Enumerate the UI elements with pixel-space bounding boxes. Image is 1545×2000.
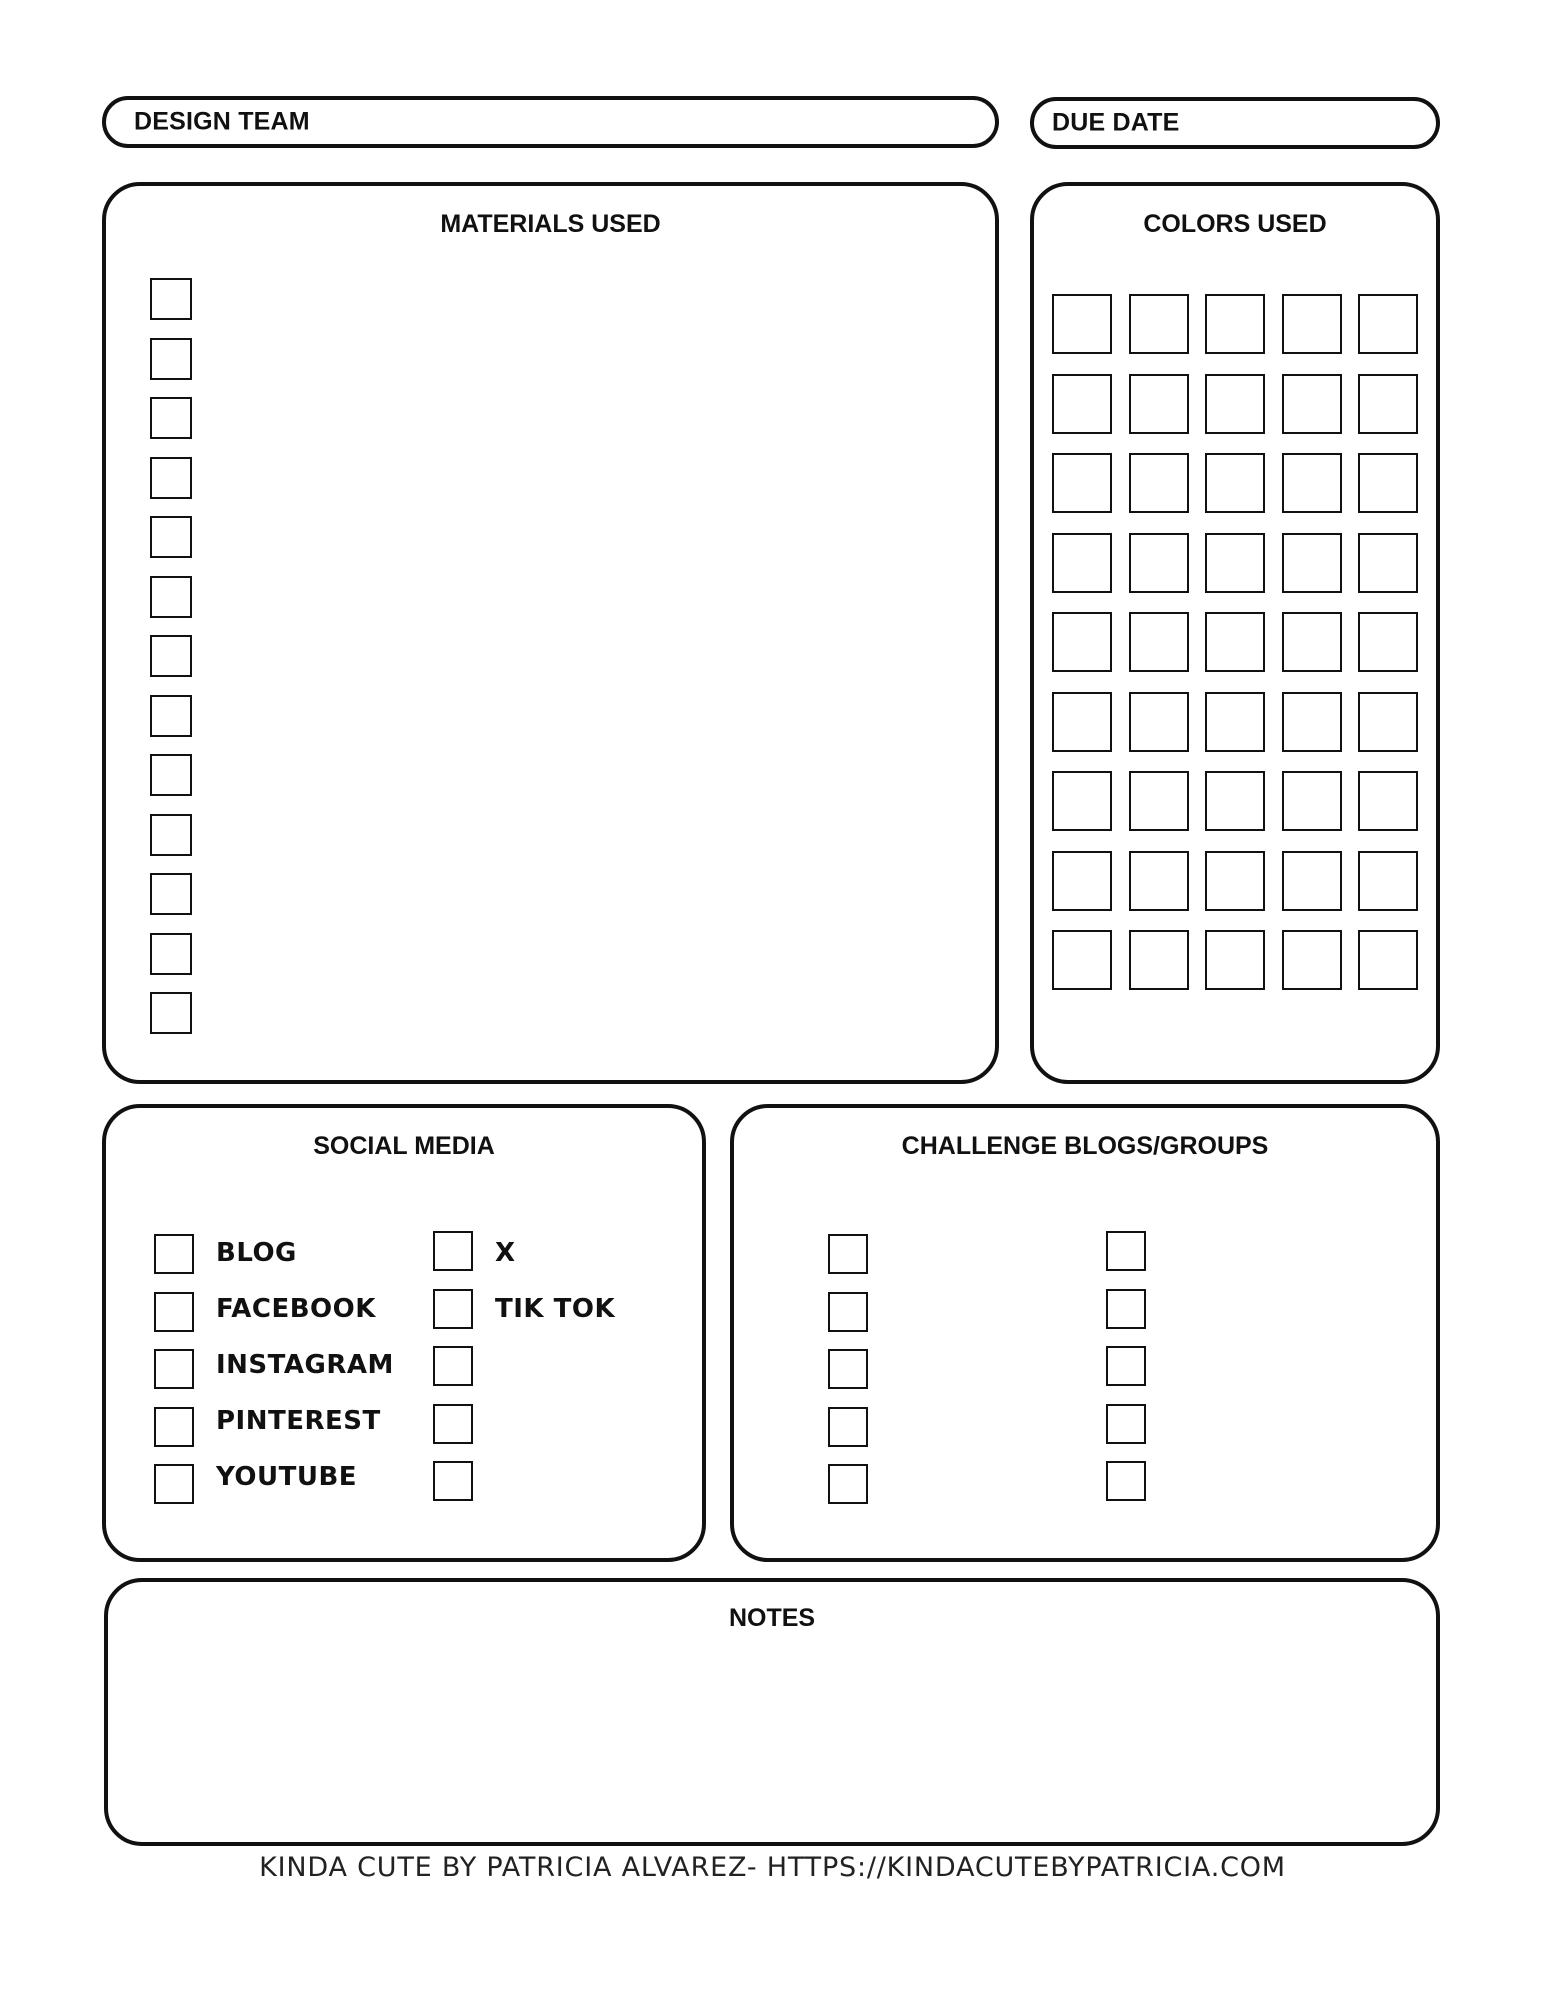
color-swatch[interactable]	[1129, 612, 1189, 672]
notes-panel[interactable]	[104, 1578, 1440, 1846]
social-media-option-label: X	[495, 1238, 516, 1268]
color-swatch[interactable]	[1282, 612, 1342, 672]
challenge-checkbox[interactable]	[828, 1349, 868, 1389]
social-media-checkbox[interactable]	[154, 1234, 194, 1274]
challenge-checkbox[interactable]	[1106, 1231, 1146, 1271]
materials-checkbox[interactable]	[150, 933, 192, 975]
materials-checkbox[interactable]	[150, 397, 192, 439]
color-swatch[interactable]	[1282, 851, 1342, 911]
color-swatch[interactable]	[1205, 294, 1265, 354]
color-swatch[interactable]	[1129, 533, 1189, 593]
color-swatch[interactable]	[1282, 930, 1342, 990]
color-swatch[interactable]	[1052, 533, 1112, 593]
materials-checkbox[interactable]	[150, 457, 192, 499]
challenge-checkbox[interactable]	[1106, 1346, 1146, 1386]
social-media-title: SOCIAL MEDIA	[313, 1132, 495, 1160]
social-media-option-label: YOUTUBE	[216, 1462, 358, 1492]
social-media-option-label: BLOG	[216, 1238, 297, 1268]
color-swatch[interactable]	[1205, 453, 1265, 513]
color-swatch[interactable]	[1129, 851, 1189, 911]
challenge-title: CHALLENGE BLOGS/GROUPS	[901, 1132, 1269, 1160]
color-swatch[interactable]	[1282, 374, 1342, 434]
social-media-option-label: TIK TOK	[495, 1294, 616, 1324]
materials-checkbox[interactable]	[150, 635, 192, 677]
social-media-checkbox[interactable]	[433, 1346, 473, 1386]
social-media-checkbox[interactable]	[433, 1404, 473, 1444]
social-media-checkbox[interactable]	[154, 1349, 194, 1389]
color-swatch[interactable]	[1358, 533, 1418, 593]
materials-checkbox[interactable]	[150, 278, 192, 320]
color-swatch[interactable]	[1205, 771, 1265, 831]
color-swatch[interactable]	[1205, 612, 1265, 672]
social-media-checkbox[interactable]	[154, 1292, 194, 1332]
color-swatch[interactable]	[1052, 771, 1112, 831]
challenge-checkbox[interactable]	[828, 1464, 868, 1504]
materials-checkbox[interactable]	[150, 992, 192, 1034]
social-media-checkbox[interactable]	[433, 1461, 473, 1501]
materials-checkbox[interactable]	[150, 873, 192, 915]
social-media-option-label: PINTEREST	[216, 1406, 381, 1436]
challenge-checkbox[interactable]	[828, 1234, 868, 1274]
color-swatch[interactable]	[1129, 453, 1189, 513]
color-swatch[interactable]	[1358, 612, 1418, 672]
design-team-label: DESIGN TEAM	[134, 107, 310, 136]
colors-panel	[1030, 182, 1440, 1084]
color-swatch[interactable]	[1358, 453, 1418, 513]
challenge-panel	[730, 1104, 1440, 1562]
social-media-panel	[102, 1104, 706, 1562]
color-swatch[interactable]	[1358, 692, 1418, 752]
challenge-checkbox[interactable]	[828, 1292, 868, 1332]
challenge-checkbox[interactable]	[1106, 1289, 1146, 1329]
materials-checkbox[interactable]	[150, 754, 192, 796]
materials-checkbox[interactable]	[150, 516, 192, 558]
design-team-field[interactable]	[102, 96, 999, 148]
color-swatch[interactable]	[1052, 612, 1112, 672]
notes-title: NOTES	[728, 1604, 816, 1632]
color-swatch[interactable]	[1052, 930, 1112, 990]
color-swatch[interactable]	[1129, 374, 1189, 434]
social-media-option-label: FACEBOOK	[216, 1294, 376, 1324]
color-swatch[interactable]	[1282, 453, 1342, 513]
color-swatch[interactable]	[1129, 930, 1189, 990]
social-media-checkbox[interactable]	[154, 1407, 194, 1447]
color-swatch[interactable]	[1052, 374, 1112, 434]
materials-checkbox[interactable]	[150, 576, 192, 618]
social-media-checkbox[interactable]	[433, 1231, 473, 1271]
color-swatch[interactable]	[1282, 294, 1342, 354]
social-media-option-label: INSTAGRAM	[216, 1350, 394, 1380]
color-swatch[interactable]	[1358, 374, 1418, 434]
color-swatch[interactable]	[1129, 771, 1189, 831]
color-swatch[interactable]	[1205, 692, 1265, 752]
color-swatch[interactable]	[1129, 692, 1189, 752]
color-swatch[interactable]	[1282, 692, 1342, 752]
materials-checkbox[interactable]	[150, 695, 192, 737]
color-swatch[interactable]	[1282, 533, 1342, 593]
challenge-checkbox[interactable]	[1106, 1404, 1146, 1444]
materials-panel	[102, 182, 999, 1084]
color-swatch[interactable]	[1052, 692, 1112, 752]
materials-title: MATERIALS USED	[440, 210, 661, 238]
color-swatch[interactable]	[1205, 533, 1265, 593]
color-swatch[interactable]	[1205, 374, 1265, 434]
materials-checkbox[interactable]	[150, 814, 192, 856]
materials-checkbox[interactable]	[150, 338, 192, 380]
color-swatch[interactable]	[1358, 851, 1418, 911]
color-swatch[interactable]	[1205, 851, 1265, 911]
challenge-checkbox[interactable]	[828, 1407, 868, 1447]
color-swatch[interactable]	[1052, 851, 1112, 911]
color-swatch[interactable]	[1358, 294, 1418, 354]
due-date-label: DUE DATE	[1052, 108, 1180, 137]
social-media-checkbox[interactable]	[154, 1464, 194, 1504]
colors-title: COLORS USED	[1143, 210, 1327, 238]
color-swatch[interactable]	[1052, 294, 1112, 354]
challenge-checkbox[interactable]	[1106, 1461, 1146, 1501]
color-swatch[interactable]	[1282, 771, 1342, 831]
social-media-checkbox[interactable]	[433, 1289, 473, 1329]
color-swatch[interactable]	[1358, 771, 1418, 831]
color-swatch[interactable]	[1205, 930, 1265, 990]
footer-credit: KINDA CUTE BY PATRICIA ALVAREZ- HTTPS://KINDACUTEBYPATRICIA.COM	[259, 1852, 1286, 1883]
color-swatch[interactable]	[1129, 294, 1189, 354]
color-swatch[interactable]	[1052, 453, 1112, 513]
color-swatch[interactable]	[1358, 930, 1418, 990]
due-date-field[interactable]	[1030, 97, 1440, 149]
